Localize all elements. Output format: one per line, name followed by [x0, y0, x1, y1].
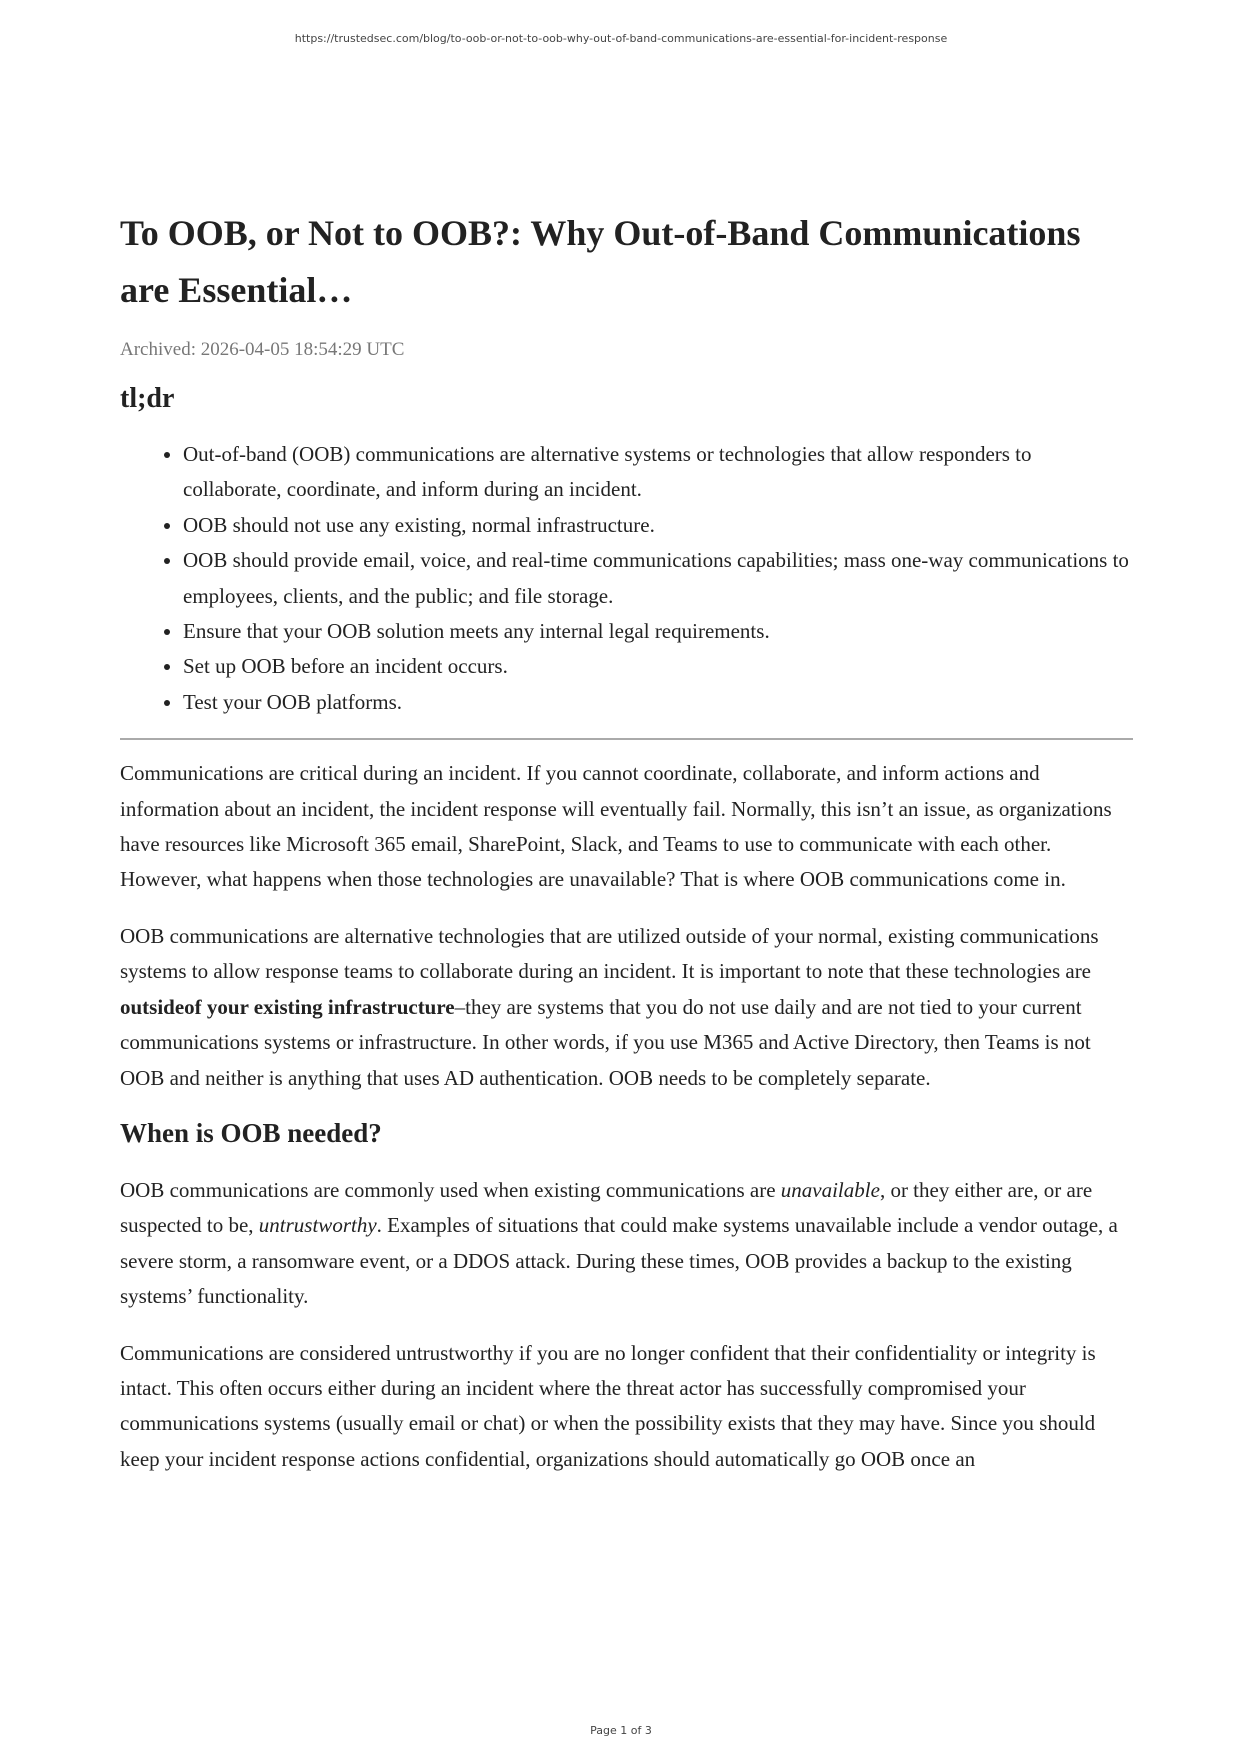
bold-text: outsideof your existing infrastructure [120, 994, 455, 1019]
text: , or they either are, or are suspected to be, [120, 1177, 1093, 1238]
list-item: • Set up OOB before an incident occurs. [183, 649, 1133, 684]
list-item: • OOB should not use any existing, normal infrastructure. [183, 508, 1133, 543]
page-number: Page 1 of 3 [590, 1724, 652, 1737]
paragraph [120, 919, 1133, 1096]
italic-text: unavailable [780, 1177, 880, 1202]
paragraph: Communications are critical during an incident. If you cannot coordinate, collaborate, and inform actions and information about an incident, the incident response will eventually fail. Normally, this isn’t an issue, as organizations have resources like Microsoft 365 email, SharePoint, Slack, and Teams to use to communicate with each other. However, what happens when those technologies are unavailable? That is where OOB communications come in. [120, 761, 1112, 892]
text: OOB communications are alternative technologies that are utilized outside of your normal, existing communications systems to allow response teams to collaborate during an incident. It is important to note that these technologies are [120, 923, 1099, 984]
paragraph [120, 1173, 1133, 1315]
list-item: • Test your OOB platforms. [183, 685, 1133, 720]
list-item: • Ensure that your OOB solution meets any internal legal requirements. [183, 614, 1133, 649]
section-heading: When is OOB needed? [120, 1117, 382, 1148]
list-item: • OOB should provide email, voice, and real-time communications capabilities; mass one-way communications to employees, clients, and the public; and file storage. [183, 543, 1133, 614]
italic-text: untrustworthy [258, 1213, 377, 1238]
tldr-list [120, 437, 1133, 720]
text: OOB communications are commonly used when existing communications are [120, 1177, 781, 1202]
divider [120, 738, 1133, 740]
source-url: https://trustedsec.com/blog/to-oob-or-not-to-oob-why-out-of-band-communications-are-essential-for-incident-response [294, 32, 948, 45]
article [120, 205, 1133, 1498]
page-title: To OOB, or Not to OOB?: Why Out-of-Band Communications are Essential… [120, 213, 1081, 310]
archived-timestamp: Archived: 2026-04-05 18:54:29 UTC [120, 339, 405, 360]
paragraph: Communications are considered untrustworthy if you are no longer confident that their confidentiality or integrity is intact. This often occurs either during an incident where the threat actor has successfully compromised your communications systems (usually email or chat) or when the possibility exists that they may have. Since you should keep your incident response actions confidential, organizations should automatically go OOB once an [120, 1340, 1096, 1471]
list-item: • Out-of-band (OOB) communications are alternative systems or technologies that allow responders to collaborate, coordinate, and inform during an incident. [183, 437, 1133, 508]
text: –they are systems that you do not use daily and are not tied to your current communications systems or infrastructure. In other words, if you use M365 and Active Directory, then Teams is not OOB and neither is anything that uses AD authentication. OOB needs to be completely separate. [120, 994, 1091, 1090]
tldr-heading: tl;dr [120, 383, 175, 414]
text: . Examples of situations that could make systems unavailable include a vendor outage, a severe storm, a ransomware event, or a DDOS attack. During these times, OOB provides a backup to the existing systems’ functionality. [120, 1213, 1118, 1309]
